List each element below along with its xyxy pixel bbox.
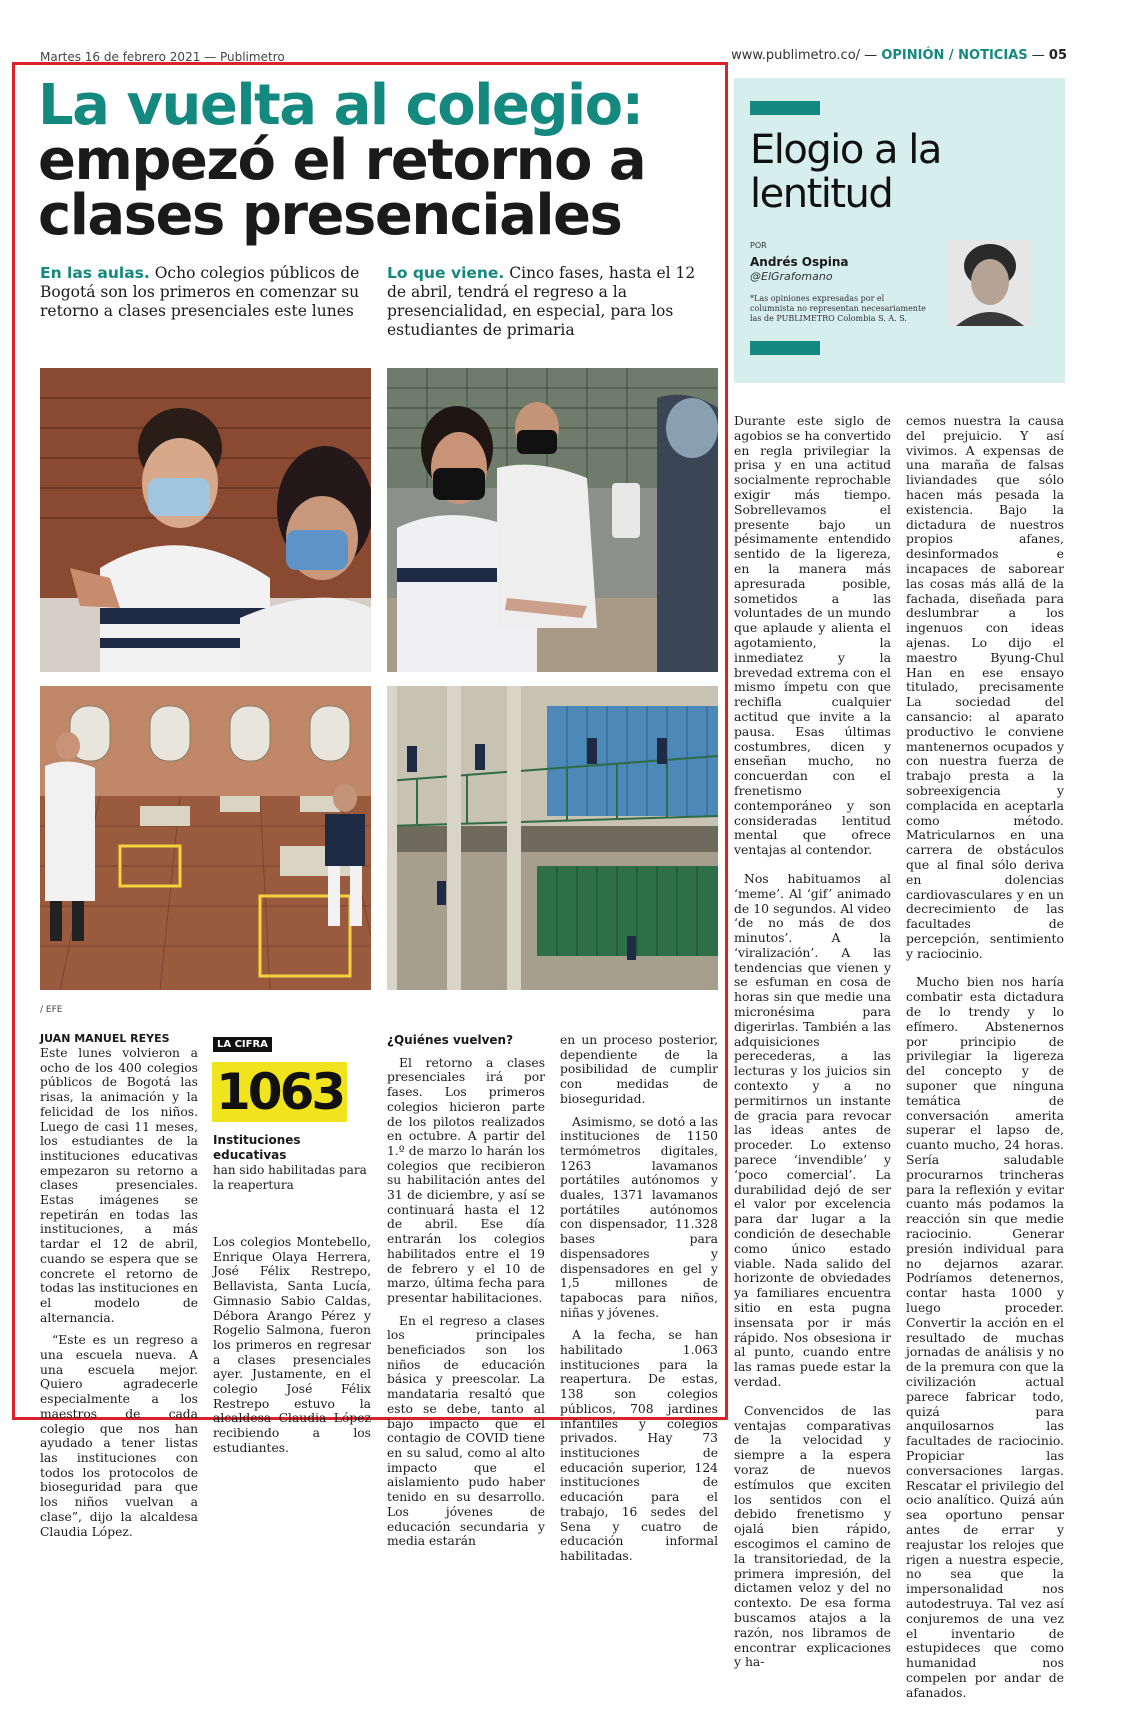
paragraph: Nos habituamos al ‘meme’. Al ‘gif’ animado de 10 segundos. Al video ‘de no más de dos minutos’. A la ‘viralización’. A las tendencias que vienen y se esfuman en cosa de horas sin que medie una micronésima para digerirlas. También a las adquisiciones perecederas, a las lecturas y los juicios sin contexto y a no permitirnos un instante de gracia para revocar las ideas antes de proceder. Lo extenso parece ‘invendible’ y ‘poco comercial’. La durabilidad dejó de ser el valor por excelencia para dar lugar a la condición de desechable como único estado viable. Nada salido del horizonte de obviedades ya familiares encuentra sitio en esta pugna insensata por ir más rápido. Nos obsesiona ir al punto, cuando entre las ramas puede estar la verdad.: [734, 870, 891, 1389]
deck-kicker: Lo que viene.: [387, 264, 505, 282]
paragraph: El retorno a clases presenciales irá por fases. Los primeros colegios hicieron parte de los pilotos realizados en octubre. A partir del 1.º de marzo lo harán los colegios que recibieron su habilitación antes del 31 de diciembre, y así se continuará hasta el 12 de abril. Ese día entrarán los colegios habilitados entre el 19 de febrero y el 10 de marzo, última fecha para presentar habilitaciones.: [387, 1055, 545, 1305]
section-label: OPINIÓN / NOTICIAS: [881, 48, 1028, 63]
article-headline: [38, 73, 718, 248]
opinion-title: [750, 128, 941, 216]
la-cifra-label-bold: Instituciones educativas: [213, 1133, 301, 1162]
accent-bar-top: [750, 101, 820, 115]
photo-classroom: [40, 686, 371, 990]
opinion-column-2: [906, 414, 1064, 1715]
paragraph: “Este es un regreso a una escuela nueva. A una escuela mejor. Quiero agradecerle especialmente a los maestros de cada colegio que nos han ayudado a tener listas las instituciones con todos los protocolos de bioseguridad para que los niños vuelvan a clase”, dijo la alcaldesa Claudia López.: [40, 1333, 198, 1539]
paragraph: A la fecha, se han habilitado 1.063 instituciones para la reapertura. De estas, 138 son colegios públicos, 708 jardines infantiles y colegios privados. Hay 73 instituciones de educación superior, 124 instituciones de educación para el trabajo, 16 sedes del Sena y cuatro de educación informal habilitadas.: [560, 1328, 718, 1563]
deck-kicker: En las aulas.: [40, 264, 150, 282]
author-avatar: [948, 240, 1032, 326]
deck-text: Ocho colegios públicos de Bogotá son los primeros en comenzar su retorno a clases presenciales este lunes: [40, 264, 360, 320]
paragraph: Los colegios Montebello, Enrique Olaya Herrera, José Félix Restrepo, Bellavista, Santa Lucía, Gimnasio Sabio Caldas, Débora Arango Pérez y Rogelio Salmona, fueron los primeros en regresar a clases presenciales ayer. Justamente, en el colegio José Félix Restrepo estuvo la alcaldesa Claudia López recibiendo a los estudiantes.: [213, 1235, 371, 1455]
la-cifra-tag: LA CIFRA: [213, 1037, 272, 1052]
article-column-1: [40, 1046, 198, 1547]
la-cifra-label-text: han sido habilitadas para la reapertura: [213, 1163, 367, 1192]
opinion-title-line-2: lentitud: [750, 171, 893, 217]
paragraph: Durante este siglo de agobios se ha convertido en regla privilegiar la prisa y en una actitud socialmente reprochable exigir más tiempo. Sobrellevamos el presente bajo un pésimamente entendido sentido de la ligereza, en la manera más apresurada posible, sometidos a las voluntades de un mundo que aplaude y alienta el agotamiento, la inmediatez y la brevedad extrema con el mismo ímpetu con que rechifla cualquier actitud que invite a la pausa. Esas últimas costumbres, dicen y enseñan mucho, no concuerdan con el frenetismo contemporáneo y son consideradas lentitud mental que ofrece ventajas al contendor.: [734, 413, 891, 858]
page-number: 05: [1048, 48, 1067, 63]
paragraph: Convencidos de las ventajas comparativas de la velocidad y siempre a la espera voraz de nuevos estímulos que exciten los sentidos con el debido frenetismo y ojalá bien rápido, escogimos el camino de la transitoriedad, de la primera impresión, del dictamen veloz y del no contexto. De esa forma buscamos atajos a la razón, nos libramos de encontrar explicaciones y ha-: [734, 1402, 891, 1670]
site-url[interactable]: www.publimetro.co/: [731, 48, 861, 63]
paragraph: Mucho bien nos haría combatir esta dictadura de lo trendy y lo efímero. Abstenernos por principio de privilegiar la ligereza del concepto y de suponer que ninguna temática de conversación amerita superar el lapso de, cuanto mucho, 24 horas. Sería saludable procurarnos trincheras para la reflexión y evitar cuanto más podamos la reacción sin que medie raciocinio. Generar presión individual para no dejarnos azarar. Podríamos detenernos, contar hasta 1000 y luego proceder. Convertir la acción en el resultado de muchas jornadas de análisis y no de la premura con que la civilización actual parece fabricar todo, quizá para anquilosarnos las facultades de raciocinio. Propiciar las conversaciones largas. Rescatar el privilegio del ocio analítico. Quizá aún sea oportuno pensar antes de errar y reajustar los relojes que rigen a nuestra especie, no sea que la impersonalidad nos autodestruya. Tal vez así conjuremos de una vez el inventario de estupideces que como humanidad nos compelen por andar de afanados.: [906, 974, 1064, 1700]
article-column-2: [213, 1235, 371, 1464]
la-cifra-label: [213, 1133, 373, 1193]
page-dateline: Martes 16 de febrero 2021 — Publimetro: [40, 50, 285, 64]
subhead-quienes-vuelven: ¿Quiénes vuelven?: [387, 1033, 514, 1047]
article-column-3: [387, 1033, 545, 1557]
paragraph: cemos nuestra la causa del prejuicio. Y así vivimos. A expensas de una maraña de falsas liviandades que sólo hacen más pesada la existencia. Bajo la dictadura de nuestros propios afanes, desinformados e incapaces de saborear las cosas más allá de la fachada, diseñada para deslumbrar a los ingenuos con ideas ajenas. Lo dijo el maestro Byung-Chul Han en ese ensayo titulado, precisamente La sociedad del cansancio: al aparato productivo le conviene mantenernos ocupados y con nuestra fuerza de trabajo presta a la sobreexigencia y complacida en aceptarla como método. Matricularnos en una carrera de obstáculos que al final sólo deriva en dolencias cardiovasculares y en un decrecimiento de las facultades de percepción, sentimiento y raciocinio.: [906, 413, 1064, 961]
opinion-header-box: [734, 78, 1065, 383]
paragraph: en un proceso posterior, dependiente de la posibilidad de cumplir con medidas de bioseguridad.: [560, 1033, 718, 1106]
headline-line-1: La vuelta al colegio:: [38, 73, 643, 138]
photo-temperature-check: [387, 368, 718, 672]
headline-line-3: clases presenciales: [38, 183, 622, 248]
opinion-title-line-1: Elogio a la: [750, 127, 941, 173]
deck-lo-que-viene: [387, 264, 717, 340]
byline: JUAN MANUEL REYES: [40, 1032, 170, 1045]
article-column-4: [560, 1033, 718, 1572]
paragraph: Este lunes volvieron a ocho de los 400 colegios públicos de Bogotá las risas, la animación y la felicidad de los niños. Luego de casi 11 meses, los estudiantes de la instituciones educativas empezaron su retorno a clases presenciales. Estas imágenes se repetirán en todas las instituciones, a más tardar el 12 de abril, cuando se espera que se concrete el retorno de todas las instituciones en el modelo de alternancia.: [40, 1046, 198, 1325]
deck-en-las-aulas: [40, 264, 370, 321]
deck-text: Cinco fases, hasta el 12 de abril, tendrá el regreso a la presencialidad, en especial, para los estudiantes de primaria: [387, 264, 696, 339]
photo-school-corridors: [387, 686, 718, 990]
paragraph: En el regreso a clases los principales beneficiados son los niños de educación básica y preescolar. La mandataria resaltó que esto se debe, tanto al bajo impacto que el contagio de COVID tiene en su salud, como al alto impacto que el aislamiento pudo haber tenido en su desarrollo. Los jóvenes de educación secundaria y media estarán: [387, 1313, 545, 1549]
page-section-header: www.publimetro.co/ — OPINIÓN / NOTICIAS — 05: [731, 48, 1067, 63]
photo-students-masks: [40, 368, 371, 672]
la-cifra-number: 1063: [212, 1062, 347, 1122]
paragraph: Asimismo, se dotó a las instituciones de 1150 termómetros digitales, 1263 lavamanos portátiles autónomos y duales, 1371 lavamanos portátiles autónomos con dispensador, 11.328 bases para dispensadores y dispensadores en gel y 1,5 millones de tapabocas para niños, niñas y jóvenes.: [560, 1114, 718, 1320]
byline-por: POR: [750, 241, 767, 250]
opinion-disclaimer: *Las opiniones expresadas por el columnista no representan necesariamente las de PUBLIMETRO Colombia S. A. S.: [750, 294, 926, 323]
photo-credit: / EFE: [40, 1005, 63, 1015]
opinion-author-handle[interactable]: @ElGrafomano: [750, 270, 833, 283]
opinion-column-1: [734, 414, 891, 1684]
accent-bar-bottom: [750, 341, 820, 355]
opinion-author: Andrés Ospina: [750, 255, 849, 269]
headline-line-2: empezó el retorno a: [38, 128, 646, 193]
